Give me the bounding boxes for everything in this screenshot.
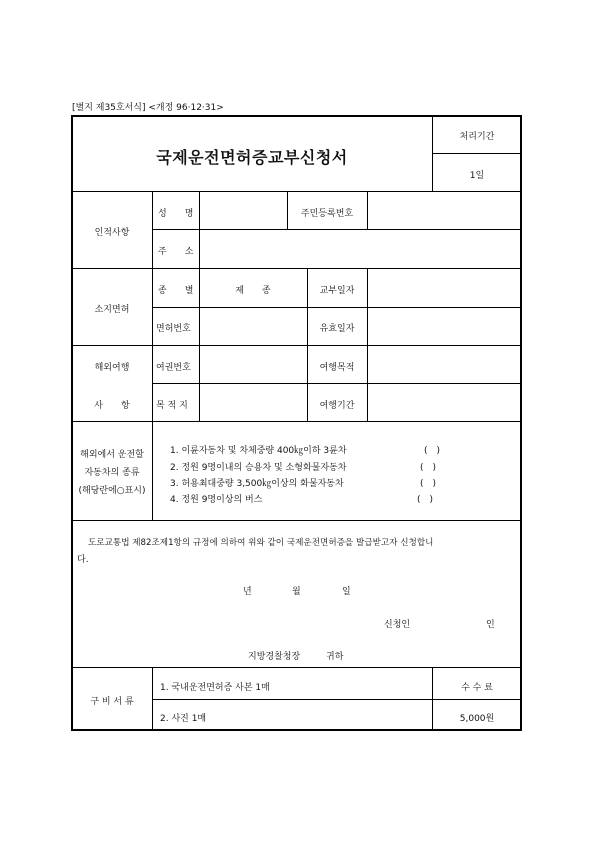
travel-purpose-field[interactable] — [369, 347, 519, 382]
document-item-2: 2. 사진 1매 — [160, 714, 207, 724]
license-type-label: 종 별 — [158, 286, 194, 296]
section-vehicle-line2: 자동차의 종류 — [84, 468, 140, 478]
issue-date-field[interactable] — [369, 270, 519, 306]
processing-period-label: 처리기간 — [459, 132, 495, 142]
travel-purpose-label: 여행목적 — [319, 363, 355, 373]
rrn-label: 주민등록번호 — [300, 209, 354, 219]
applicant-label: 신청인 — [384, 620, 411, 630]
travel-period-field[interactable] — [369, 385, 519, 420]
section-vehicle-line3: (해당란에○표시) — [78, 486, 146, 496]
form-reference: [별지 제35호서식] <개정 96·12·31> — [72, 103, 224, 113]
vehicle-option-3: 3. 허용최대중량 3,500㎏이상의 화물자동차 — [170, 479, 344, 489]
seal-label: 인 — [486, 620, 495, 630]
date-day: 일 — [342, 587, 351, 597]
valid-date-label: 유효일자 — [319, 324, 355, 334]
license-number-label: 면허번호 — [156, 324, 191, 334]
vehicle-option-1: 1. 이륜자동차 및 차체중량 400㎏이하 3륜차 — [170, 446, 347, 456]
license-number-field[interactable] — [201, 309, 306, 344]
name-label: 성 명 — [158, 209, 194, 219]
date-year: 년 — [243, 587, 252, 597]
address-label: 주 소 — [158, 247, 194, 257]
form-title: 국제운전면허증교부신청서 — [156, 148, 348, 167]
processing-period-value: 1일 — [469, 171, 485, 181]
vehicle-option-2-check[interactable]: ( ) — [420, 463, 437, 473]
fee-value: 5,000원 — [459, 714, 495, 724]
rrn-field[interactable] — [369, 193, 519, 228]
address-field[interactable] — [201, 231, 519, 267]
vehicle-option-2: 2. 정원 9명이내의 승용차 및 소형화물자동차 — [170, 463, 347, 473]
fee-label: 수 수 료 — [461, 683, 493, 693]
section-travel-line2: 사 항 — [94, 401, 130, 411]
issue-date-label: 교부일자 — [319, 286, 355, 296]
addressee: 지방경찰청장 — [248, 652, 301, 662]
passport-number-field[interactable] — [201, 347, 306, 382]
name-field[interactable] — [201, 193, 286, 228]
vehicle-option-1-check[interactable]: ( ) — [424, 446, 441, 456]
section-license: 소지면허 — [94, 305, 130, 315]
destination-label: 목 적 지 — [156, 401, 188, 411]
section-vehicle-line1: 해외에서 운전할 — [80, 450, 144, 460]
document-item-1: 1. 국내운전면허증 사본 1매 — [160, 683, 270, 693]
documents-label: 구 비 서 류 — [90, 697, 134, 707]
travel-period-label: 여행기간 — [319, 401, 355, 411]
passport-number-label: 여권번호 — [156, 363, 191, 373]
vehicle-option-3-check[interactable]: ( ) — [420, 479, 437, 489]
destination-field[interactable] — [201, 385, 306, 420]
license-type-value[interactable]: 제 종 — [235, 286, 271, 296]
date-month: 월 — [292, 587, 301, 597]
section-personal: 인적사항 — [94, 228, 130, 238]
valid-date-field[interactable] — [369, 309, 519, 344]
vehicle-option-4-check[interactable]: ( ) — [417, 495, 434, 505]
vehicle-option-4: 4. 정원 9명이상의 버스 — [170, 495, 263, 505]
statement-line1: 도로교통법 제82조제1항의 규정에 의하여 위와 같이 국제운전면허증을 발급받고자 신청합니 — [88, 538, 434, 548]
section-travel-line1: 해외여행 — [94, 363, 130, 373]
statement-line2: 다. — [77, 555, 89, 565]
honorific: 귀하 — [326, 652, 344, 662]
